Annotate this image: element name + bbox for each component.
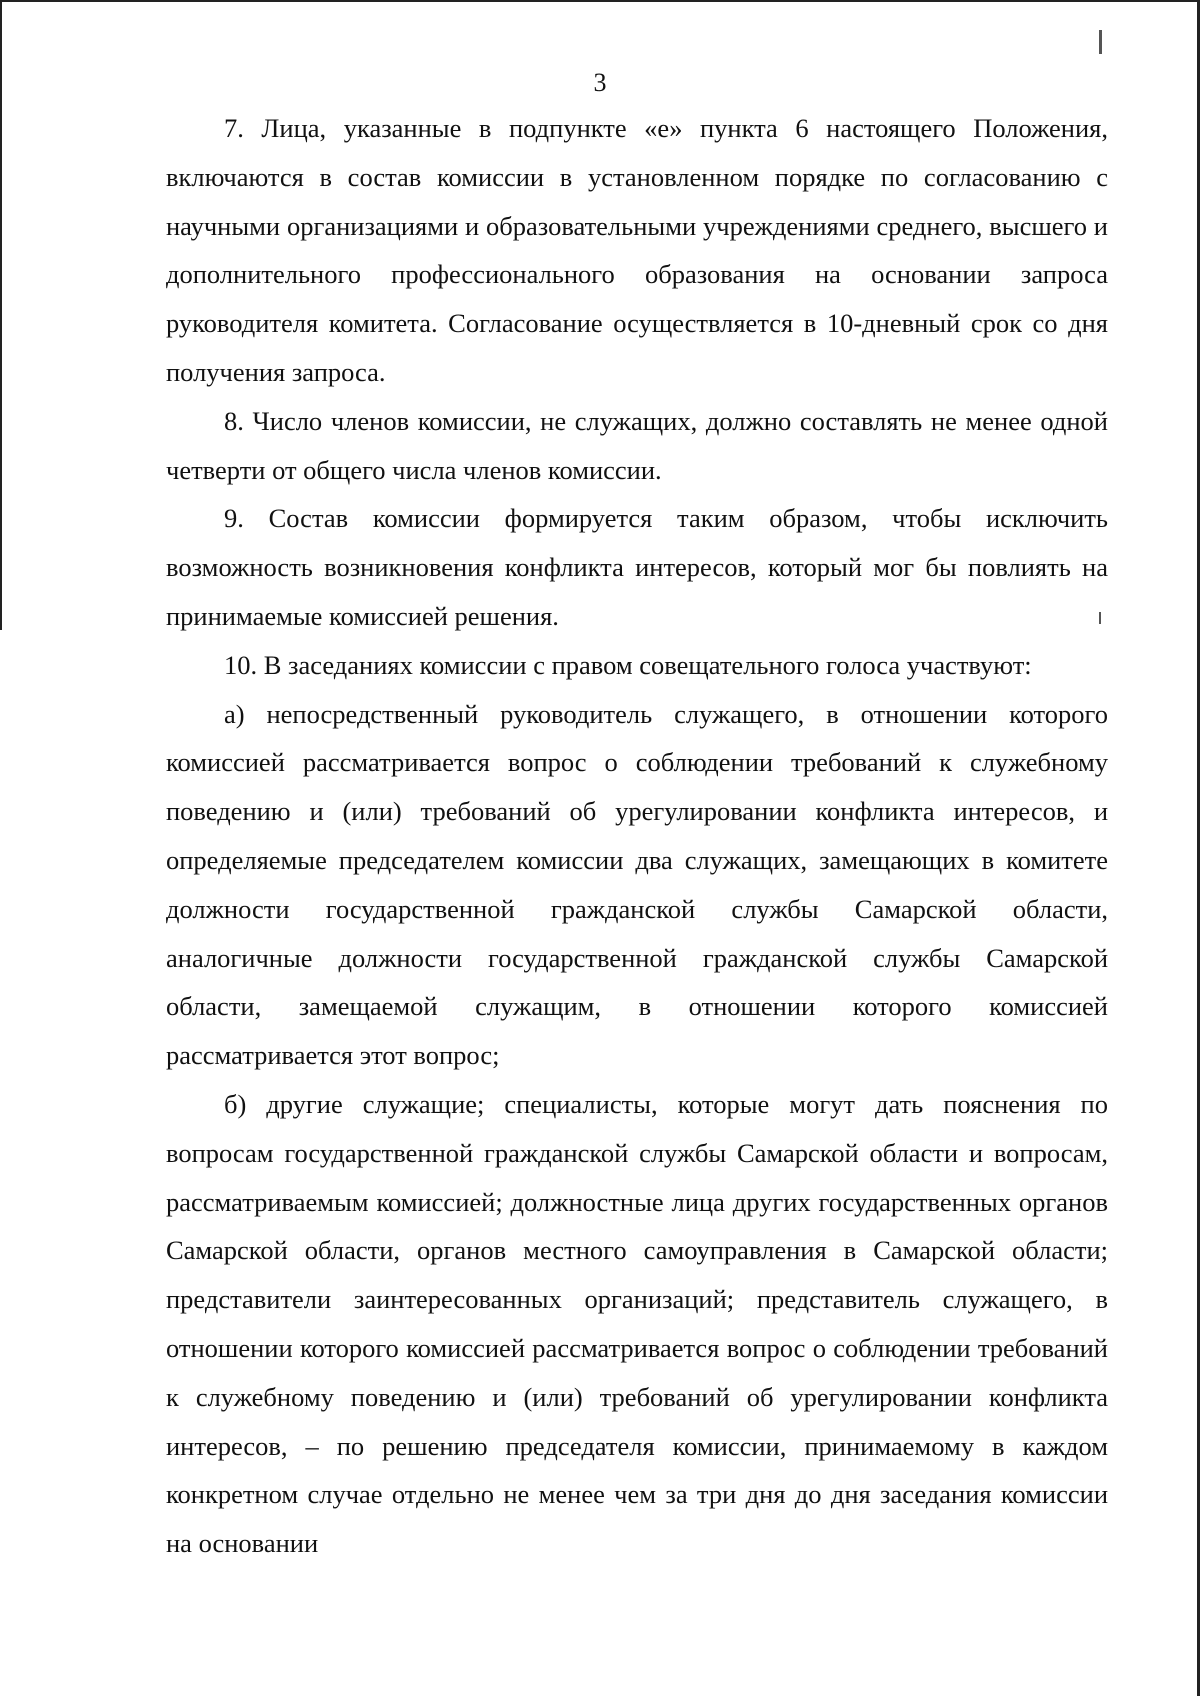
document-body: [166, 104, 1108, 1568]
page-number: 3: [593, 68, 607, 97]
paragraph-7: 7. Лица, указанные в подпункте «е» пункта 6 настоящего Положения, включаются в состав комиссии в установленном порядке по согласованию с научными организациями и образовательными учреждениями среднего, высшего и дополнительного профессионального образования на основании запроса руководителя комитета. Согласование осуществляется в 10-дневный срок со дня получения запроса.: [166, 113, 1108, 387]
paragraph-10-b: б) другие служащие; специалисты, которые могут дать пояснения по вопросам государственной гражданской службы Самарской области и вопросам, рассматриваемым комиссией; должностные лица других государственных органов Самарской области, органов местного самоуправления в Самарской области; представители заинтересованных организаций; представитель служащего, в отношении которого комиссией рассматривается вопрос о соблюдении требований к служебному поведению и (или) требований об урегулировании конфликта интересов, – по решению председателя комиссии, принимаемому в каждом конкретном случае отдельно не менее чем за три дня до дня заседания комиссии на основании: [166, 1088, 1108, 1559]
paragraph-10: 10. В заседаниях комиссии с правом совещательного голоса участвуют:: [224, 649, 1032, 680]
paragraph-10-a: а) непосредственный руководитель служащего, в отношении которого комиссией рассматривается вопрос о соблюдении требований к служебному поведению и (или) требований об урегулировании конфликта интересов, и определяемые председателем комиссии два служащих, замещающих в комитете должности государственной гражданской службы Самарской области, аналогичные должности государственной гражданской службы Самарской области, замещаемой служащим, в отношении которого комиссией рассматривается этот вопрос;: [166, 698, 1108, 1071]
paragraph-8: 8. Число членов комиссии, не служащих, должно составлять не менее одной четверти от общего числа членов комиссии.: [166, 405, 1108, 485]
scan-edge-top: [0, 0, 1200, 2]
paragraph-9: 9. Состав комиссии формируется таким образом, чтобы исключить возможность возникновения конфликта интересов, который мог бы повлиять на принимаемые комиссией решения.: [166, 503, 1108, 631]
scan-mark: [1099, 30, 1102, 54]
